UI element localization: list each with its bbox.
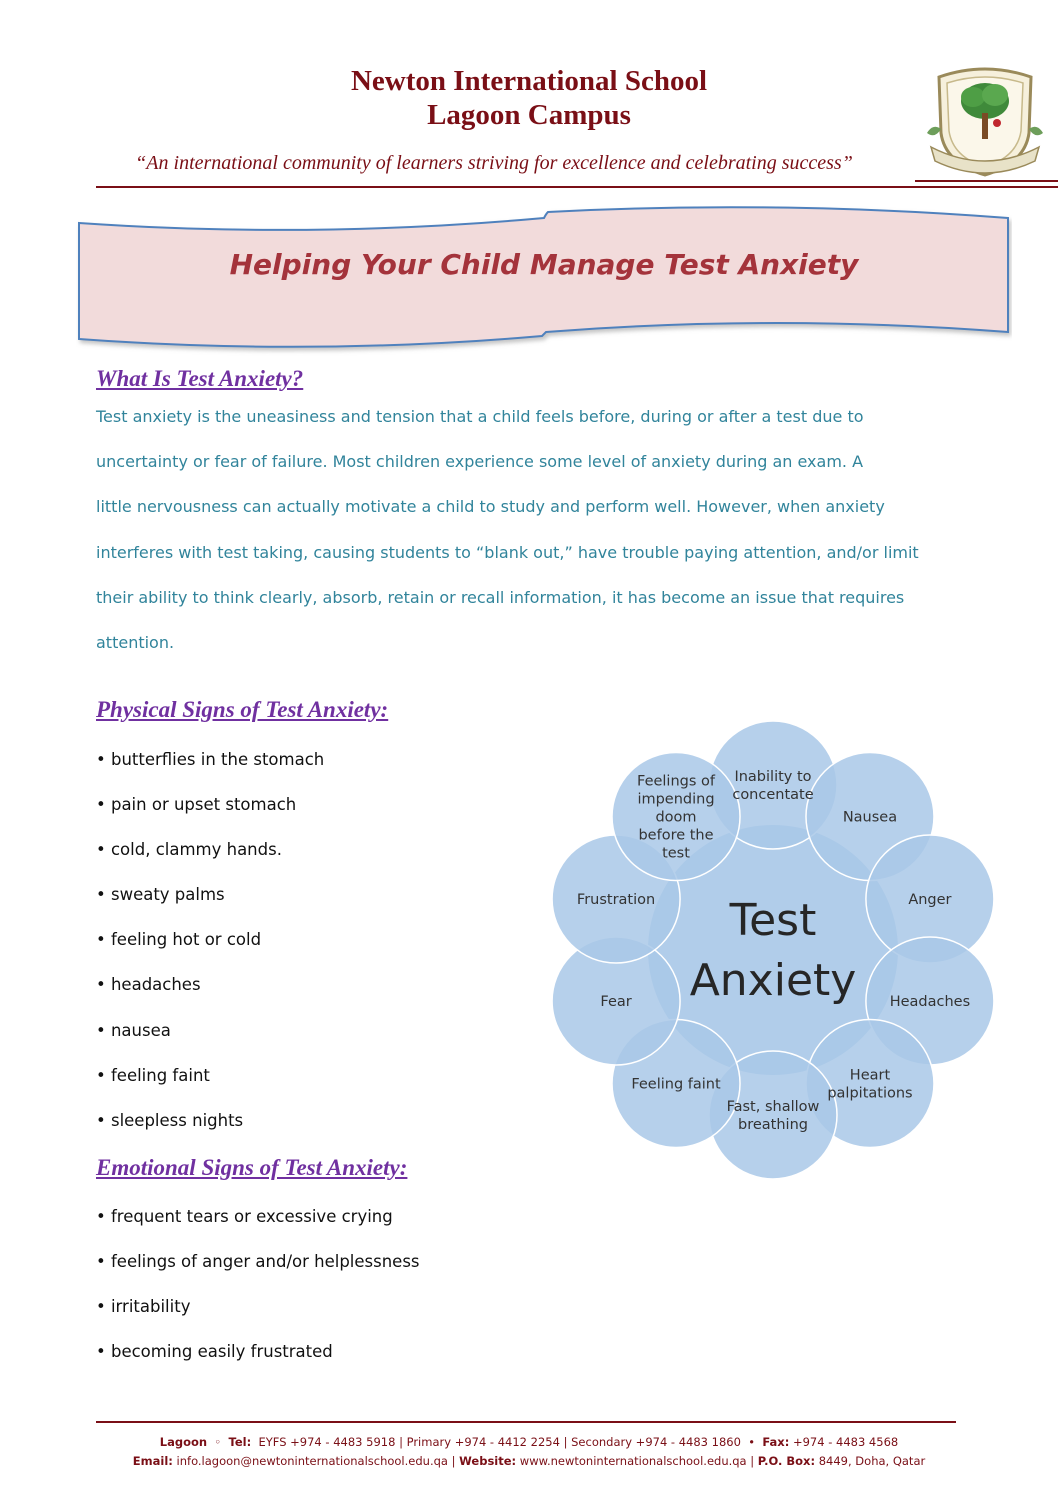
list-item: • feeling faint	[96, 1065, 210, 1085]
school-motto: “An international community of learners striving for excellence and celebrating success”	[135, 152, 853, 174]
footer-fax: +974 - 4483 4568	[792, 1435, 899, 1449]
list-item: • feelings of anger and/or helplessness	[96, 1252, 420, 1272]
footer-fax-label: Fax:	[762, 1435, 790, 1449]
diagram-node-label: Nausea	[842, 809, 898, 826]
diagram-node-label: Inability to concentate	[732, 769, 814, 803]
footer-email: info.lagoon@newtoninternationalschool.edu.qa	[176, 1454, 448, 1468]
school-name	[0, 64, 1058, 132]
footer-sep: ◦	[214, 1435, 222, 1449]
list-item: • sweaty palms	[96, 885, 225, 905]
list-item: • headaches	[96, 975, 201, 995]
test-anxiety-cycle-diagram	[535, 715, 1015, 1185]
footer-pipe: |	[399, 1435, 403, 1449]
footer-po-label: P.O. Box:	[757, 1454, 816, 1468]
list-item: • butterflies in the stomach	[96, 750, 325, 769]
list-item: • frequent tears or excessive crying	[96, 1207, 393, 1226]
header-rule	[96, 186, 1058, 188]
intro-paragraph	[96, 394, 936, 665]
diagram-node-label: Frustration	[576, 892, 656, 909]
footer-web-line	[0, 1454, 1058, 1468]
list-item: • becoming easily frustrated	[96, 1342, 333, 1362]
banner-title: Helping Your Child Manage Test Anxiety	[229, 248, 859, 281]
footer-email-label: Email:	[132, 1454, 173, 1468]
list-item: • irritability	[96, 1297, 191, 1317]
footer-secondary: Secondary +974 - 4483 1860	[571, 1435, 741, 1449]
footer-pipe: |	[563, 1435, 568, 1449]
list-item: • cold, clammy hands.	[96, 840, 282, 860]
footer-website: www.newtoninternationalschool.edu.qa	[519, 1454, 747, 1468]
footer-po: 8449, Doha, Qatar	[818, 1454, 926, 1468]
school-crest-icon	[925, 63, 1045, 181]
physical-signs-list	[96, 749, 324, 1155]
diagram-node-label: Fear	[600, 993, 632, 1010]
diagram-node-label: Heart palpitations	[827, 1067, 913, 1102]
emotional-signs-list	[96, 1206, 420, 1386]
footer-primary: Primary +974 - 4412 2254	[406, 1435, 560, 1449]
footer-website-label: Website:	[459, 1454, 517, 1468]
footer-pipe: |	[451, 1454, 456, 1468]
what-is-heading: What Is Test Anxiety?	[96, 366, 304, 391]
diagram-node-label: Feelings of impending doom before the test	[637, 773, 716, 862]
footer-contact-line	[0, 1435, 1058, 1449]
footer-bullet: •	[748, 1435, 756, 1449]
footer-campus: Lagoon	[159, 1435, 208, 1449]
footer-tel-label: Tel:	[228, 1435, 252, 1449]
school-name-line: Newton International School	[350, 65, 708, 97]
list-item: • pain or upset stomach	[96, 795, 297, 815]
diagram-node-label: Feeling faint	[631, 1076, 721, 1093]
emotional-signs-heading: Emotional Signs of Test Anxiety:	[96, 1155, 408, 1180]
intro-line: attention.	[96, 633, 175, 653]
footer-pipe: |	[750, 1454, 755, 1468]
diagram-node-label: Fast, shallow breathing	[726, 1099, 820, 1133]
intro-line: interferes with test taking, causing students to “blank out,” have trouble paying attention, and/or limit	[96, 542, 919, 562]
intro-line: their ability to think clearly, absorb, retain or recall information, it has become an issue that requires	[96, 587, 905, 607]
footer-eyfs: EYFS +974 - 4483 5918	[258, 1435, 396, 1449]
intro-line: little nervousness can actually motivate a child to study and perform well. However, when anxiety	[96, 497, 885, 517]
diagram-node-label: Headaches	[889, 993, 971, 1010]
list-item: • feeling hot or cold	[96, 930, 262, 950]
title-banner	[76, 206, 1012, 356]
physical-signs-heading: Physical Signs of Test Anxiety:	[96, 697, 389, 722]
footer-rule	[96, 1421, 956, 1423]
list-item: • sleepless nights	[96, 1110, 244, 1130]
header-rule-accent	[915, 180, 1058, 182]
intro-line: uncertainty or fear of failure. Most children experience some level of anxiety during an exam. A	[96, 452, 864, 472]
intro-line: Test anxiety is the uneasiness and tension that a child feels before, during or after a test due to	[96, 407, 864, 426]
campus-name-line: Lagoon Campus	[427, 99, 631, 131]
diagram-center-label: Test Anxiety	[689, 895, 857, 1006]
diagram-node-label: Anger	[908, 892, 952, 909]
list-item: • nausea	[96, 1020, 171, 1040]
